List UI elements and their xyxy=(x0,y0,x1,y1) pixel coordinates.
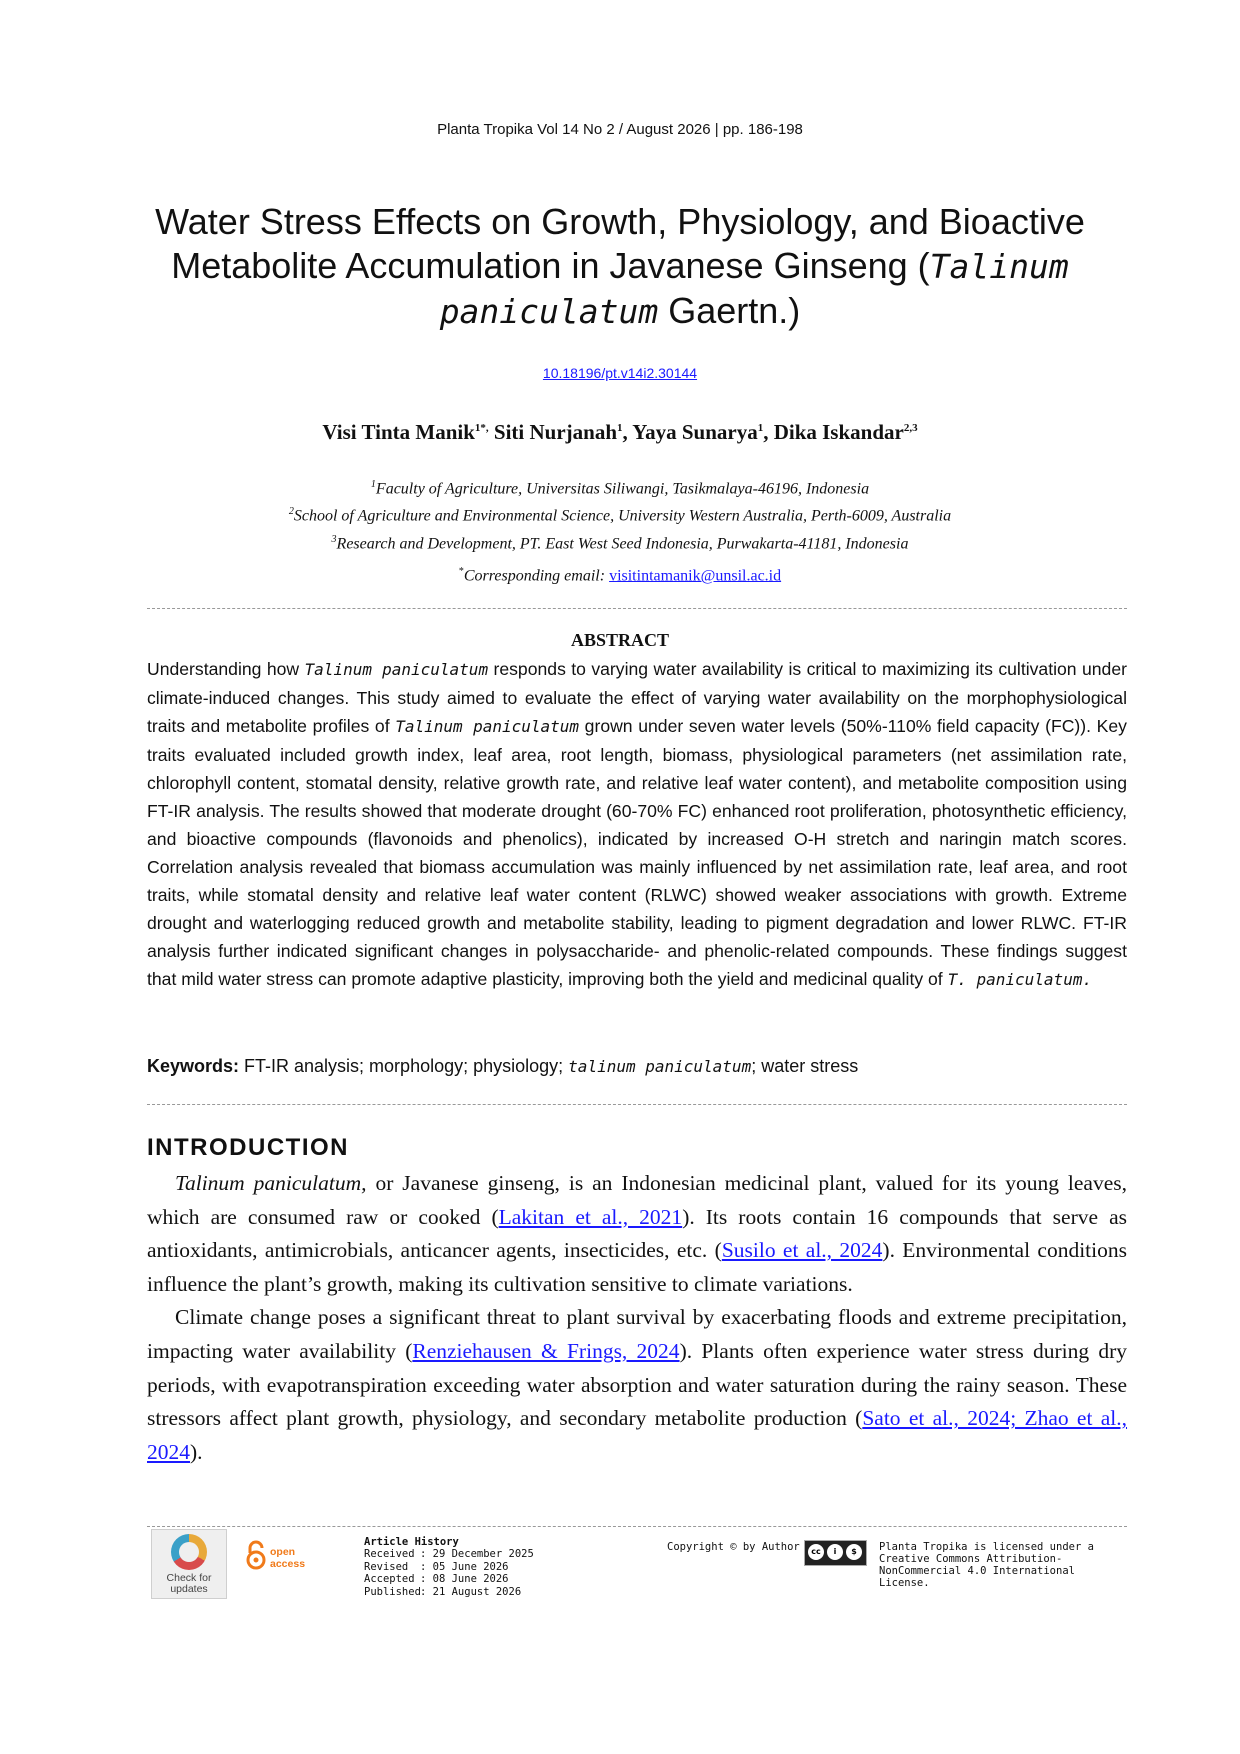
author-affil-mark: 1 xyxy=(617,422,623,434)
open-access-lock-icon xyxy=(245,1540,267,1570)
affil-mark: 1 xyxy=(370,479,376,490)
affil-text: Faculty of Agriculture, Universitas Siliwangi, Tasikmalaya-46196, Indonesia xyxy=(375,480,870,498)
open-access-word: open xyxy=(270,1546,296,1558)
article-title xyxy=(130,200,1110,334)
history-label: Received xyxy=(364,1548,415,1561)
section-divider xyxy=(147,1104,1127,1105)
copyright-notice: Copyright © by Author xyxy=(667,1541,800,1553)
keywords-text: ; water stress xyxy=(751,1056,859,1076)
paragraph xyxy=(147,1167,1127,1301)
history-row xyxy=(364,1586,534,1598)
history-value: : 05 June 2026 xyxy=(420,1560,509,1573)
abstract-text xyxy=(147,655,1127,994)
author-name: Dika Iskandar xyxy=(773,420,904,444)
history-row xyxy=(364,1573,534,1585)
species-name: Talinum paniculatum, xyxy=(175,1171,367,1195)
abstract-span: grown under seven water levels (50%-110% field capacity (FC)). Key traits evaluated included growth index, leaf area, root length, biomass, physiological parameters (net assimilation rate, chlorophyll content, stomatal density, relative growth rate, and relative leaf water content), and metabolite composition using FT-IR analysis. The results showed that moderate drought (60-70% FC) enhanced root proliferation, photosynthetic efficiency, and bioactive compounds (flavonoids and phenolics), indicated by increased O-H stretch and naringin match scores. Correlation analysis revealed that biomass accumulation was mainly influenced by net assimilation rate, leaf area, and root traits, while stomatal density and relative leaf water content (RLWC) showed weaker associations with growth. Extreme drought and waterlogging reduced growth and metabolite stability, leading to pigment degradation and lower RLWC. FT-IR analysis further indicated significant changes in polysaccharide- and phenolic-related compounds. These findings suggest that mild water stress can promote adaptive plasticity, improving both the yield and medicinal quality of xyxy=(147,716,1127,989)
author-affil-mark: 1*, xyxy=(474,422,489,434)
journal-citation-line: Planta Tropika Vol 14 No 2 / August 2026 | pp. 186-198 xyxy=(437,121,803,138)
text-span: ). xyxy=(190,1439,203,1464)
corr-label: Corresponding email: xyxy=(463,567,610,585)
text-span: or Javanese ginseng, is an Indonesian medicinal plant, valued for its young leaves, which are consumed raw or cooked ( xyxy=(147,1171,1127,1229)
keywords-line xyxy=(147,1056,1127,1077)
abstract-span: Understanding how xyxy=(147,659,305,679)
abstract-span: responds to varying water availability is critical to maximizing its cultivation under climate-induced changes. This study aimed to evaluate the effect of varying water availability on the morphophysiological traits and metabolite profiles of xyxy=(147,659,1127,736)
title-species: Talinum paniculatum xyxy=(439,247,1069,331)
abstract-heading: ABSTRACT xyxy=(570,630,670,650)
doi-line xyxy=(0,365,1240,381)
history-value: : 08 June 2026 xyxy=(420,1573,509,1586)
affiliation xyxy=(0,500,1240,527)
affil-mark: 2 xyxy=(288,506,294,518)
corresponding-email-line xyxy=(0,566,1240,585)
author-name: Yaya Sunarya xyxy=(632,420,758,444)
license-notice: Planta Tropika is licensed under a Creative Commons Attribution-NonCommercial 4.0 International License. xyxy=(879,1541,1094,1589)
author-list: Visi Tinta Manik$^{1*,}$ Siti Nurjanah$^1$, Yaya Sunarya$^1$, Dika Iskandar$^{2,3}$ xyxy=(322,420,918,444)
introduction-body xyxy=(147,1167,1127,1469)
text-span: ). Environmental conditions influence the plant’s growth, making its cultivation sensitive to climate variations. xyxy=(147,1238,1127,1296)
citation-link[interactable]: Lakitan et al., 2021 xyxy=(498,1204,683,1229)
check-for-updates-badge[interactable] xyxy=(151,1529,227,1599)
keywords-text: FT-IR analysis; morphology; physiology; xyxy=(239,1056,569,1076)
title-text-end: Gaertn.) xyxy=(658,290,801,331)
corr-email-link[interactable]: visitintamanik@unsil.ac.id xyxy=(609,567,782,585)
author-affil-mark: 2,3 xyxy=(903,422,918,434)
article-history xyxy=(364,1536,534,1598)
citation-link[interactable]: Sato et al., 2024; Zhao et al., 2024 xyxy=(147,1406,1128,1464)
abstract-species: T. paniculatum. xyxy=(947,970,1093,989)
check-updates-label: Check for updates xyxy=(166,1572,212,1595)
history-title: Article History xyxy=(364,1536,459,1548)
history-label: Published xyxy=(364,1585,421,1598)
citation-link[interactable]: Susilo et al., 2024 xyxy=(721,1238,883,1263)
affiliation xyxy=(0,473,1240,500)
affiliation xyxy=(0,528,1240,555)
history-value: : 29 December 2025 xyxy=(420,1548,534,1561)
affil-text: Research and Development, PT. East West Seed Indonesia, Purwakarta-41181, Indonesia xyxy=(336,534,909,552)
corr-mark: * xyxy=(458,566,464,577)
section-divider xyxy=(147,608,1127,609)
text-span: Climate change poses a significant threat to plant survival by exacerbating floods and extreme precipitation, impacting water availability ( xyxy=(147,1305,1127,1363)
history-row xyxy=(364,1561,534,1573)
author-name: Visi Tinta Manik xyxy=(322,420,475,444)
citation-link[interactable]: Renziehausen & Frings, 2024 xyxy=(412,1338,680,1363)
history-label: Revised xyxy=(364,1560,409,1573)
nc-icon: $ xyxy=(846,1544,862,1560)
text-span: ). Its roots contain 16 compounds that serve as antioxidants, antimicrobials, anticancer agents, insecticides, etc. ( xyxy=(147,1204,1127,1263)
history-label: Accepted xyxy=(364,1573,415,1586)
abstract-species: Talinum paniculatum xyxy=(395,717,580,736)
abstract-species: Talinum paniculatum xyxy=(304,660,489,679)
author-affil-mark: 1 xyxy=(757,422,764,434)
by-icon: i xyxy=(827,1544,843,1560)
open-access-word: access xyxy=(270,1558,306,1570)
paragraph xyxy=(147,1301,1127,1469)
keywords-label: Keywords: xyxy=(147,1056,240,1076)
history-value: : 21 August 2026 xyxy=(420,1585,522,1598)
author-name: Siti Nurjanah xyxy=(493,420,618,444)
doi-link[interactable]: 10.18196/pt.v14i2.30144 xyxy=(542,365,698,381)
cc-by-nc-license-icon[interactable] xyxy=(804,1540,867,1566)
text-span: ). Plants often experience water stress during dry periods, with evapotranspiration exceeding water absorption and water saturation during the rainy season. These stressors affect plant growth, physiology, and secondary metabolite production ( xyxy=(147,1338,1127,1431)
affil-mark: 3 xyxy=(331,533,337,545)
introduction-heading: INTRODUCTION xyxy=(147,1134,349,1161)
affiliation-list xyxy=(0,473,1240,555)
affil-text: School of Agriculture and Environmental Science, University Western Australia, Perth-6009, Australia xyxy=(293,507,952,525)
title-text: Water Stress Effects on Growth, Physiology, and Bioactive Metabolite Accumulation in Javanese Ginseng ( xyxy=(155,201,1085,286)
crossmark-icon xyxy=(171,1534,207,1570)
history-row xyxy=(364,1548,534,1560)
keywords-species: talinum paniculatum xyxy=(568,1057,752,1076)
footer-divider xyxy=(147,1526,1127,1527)
cc-icon: cc xyxy=(808,1544,824,1560)
